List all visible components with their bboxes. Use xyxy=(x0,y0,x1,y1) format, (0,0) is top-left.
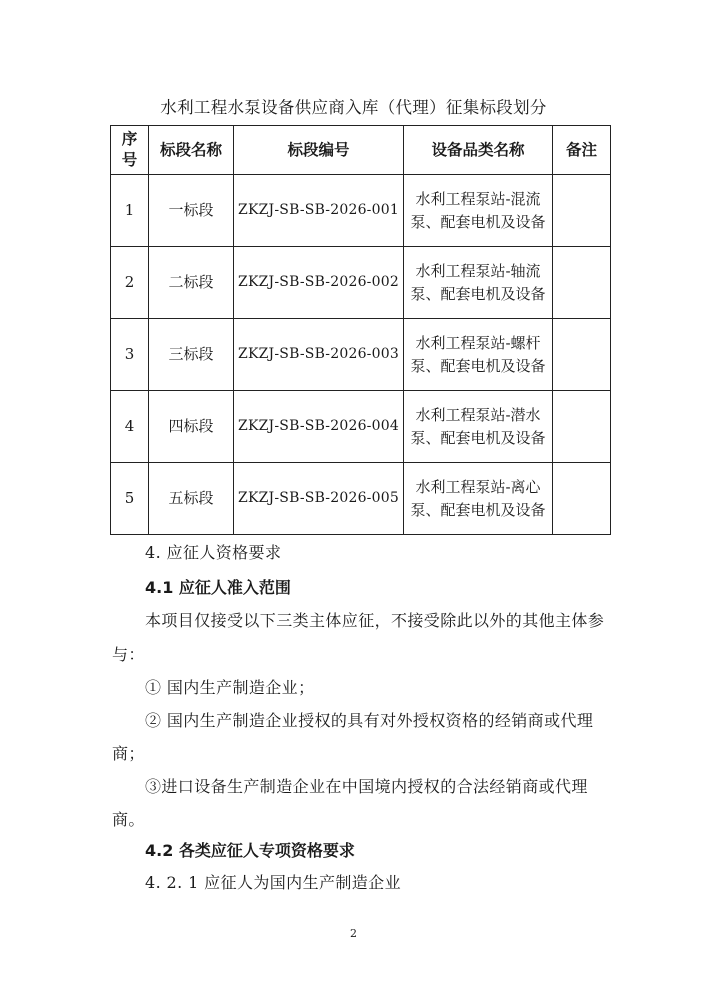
lot-name: 一标段 xyxy=(149,175,234,247)
lot-remarks xyxy=(553,391,611,463)
header-lot-code: 标段编号 xyxy=(234,126,404,175)
header-serial-number: 序号 xyxy=(111,126,149,175)
table-row xyxy=(111,463,611,535)
lot-remarks xyxy=(553,463,611,535)
lot-remarks xyxy=(553,247,611,319)
lot-name: 二标段 xyxy=(149,247,234,319)
lot-remarks xyxy=(553,319,611,391)
equipment-category: 水利工程泵站-离心泵、配套电机及设备 xyxy=(404,463,553,535)
section-4-title: 4. 应征人资格要求 xyxy=(145,543,282,562)
lot-code: ZKZJ-SB-SB-2026-002 xyxy=(234,247,404,319)
eligibility-item-2-line-2: 商； xyxy=(112,744,145,763)
section-4-2-heading: 4.2 各类应征人专项资格要求 xyxy=(145,841,355,860)
equipment-category: 水利工程泵站-螺杆泵、配套电机及设备 xyxy=(404,319,553,391)
row-number: 5 xyxy=(111,463,149,535)
table-row xyxy=(111,319,611,391)
header-category: 设备品类名称 xyxy=(404,126,553,175)
table-row xyxy=(111,391,611,463)
eligibility-item-3-line-1: ③进口设备生产制造企业在中国境内授权的合法经销商或代理 xyxy=(145,777,588,796)
row-number: 1 xyxy=(111,175,149,247)
table-row xyxy=(111,247,611,319)
header-remarks: 备注 xyxy=(553,126,611,175)
lot-code: ZKZJ-SB-SB-2026-001 xyxy=(234,175,404,247)
lot-code: ZKZJ-SB-SB-2026-004 xyxy=(234,391,404,463)
eligibility-item-2-line-1: ② 国内生产制造企业授权的具有对外授权资格的经销商或代理 xyxy=(145,711,594,730)
lot-remarks xyxy=(553,175,611,247)
lot-name: 四标段 xyxy=(149,391,234,463)
row-number: 2 xyxy=(111,247,149,319)
lot-code: ZKZJ-SB-SB-2026-005 xyxy=(234,463,404,535)
header-lot-name: 标段名称 xyxy=(149,126,234,175)
bid-lots-table xyxy=(110,125,611,535)
row-number: 4 xyxy=(111,391,149,463)
lot-name: 五标段 xyxy=(149,463,234,535)
row-number: 3 xyxy=(111,319,149,391)
section-4-1-paragraph-line-2: 与： xyxy=(112,645,145,664)
section-4-1-paragraph-line-1: 本项目仅接受以下三类主体应征，不接受除此以外的其他主体参 xyxy=(145,611,605,630)
lot-name: 三标段 xyxy=(149,319,234,391)
table-header-row xyxy=(111,126,611,175)
section-4-2-1-heading: 4. 2. 1 应征人为国内生产制造企业 xyxy=(145,873,401,892)
table-title: 水利工程水泵设备供应商入库（代理）征集标段划分 xyxy=(160,98,547,117)
page-number: 2 xyxy=(350,927,357,940)
lot-code: ZKZJ-SB-SB-2026-003 xyxy=(234,319,404,391)
equipment-category: 水利工程泵站-潜水泵、配套电机及设备 xyxy=(404,391,553,463)
equipment-category: 水利工程泵站-轴流泵、配套电机及设备 xyxy=(404,247,553,319)
eligibility-item-3-line-2: 商。 xyxy=(112,810,145,829)
equipment-category: 水利工程泵站-混流泵、配套电机及设备 xyxy=(404,175,553,247)
section-4-1-heading: 4.1 应征人准入范围 xyxy=(145,578,291,597)
table-row xyxy=(111,175,611,247)
eligibility-item-1: ① 国内生产制造企业； xyxy=(145,678,315,697)
